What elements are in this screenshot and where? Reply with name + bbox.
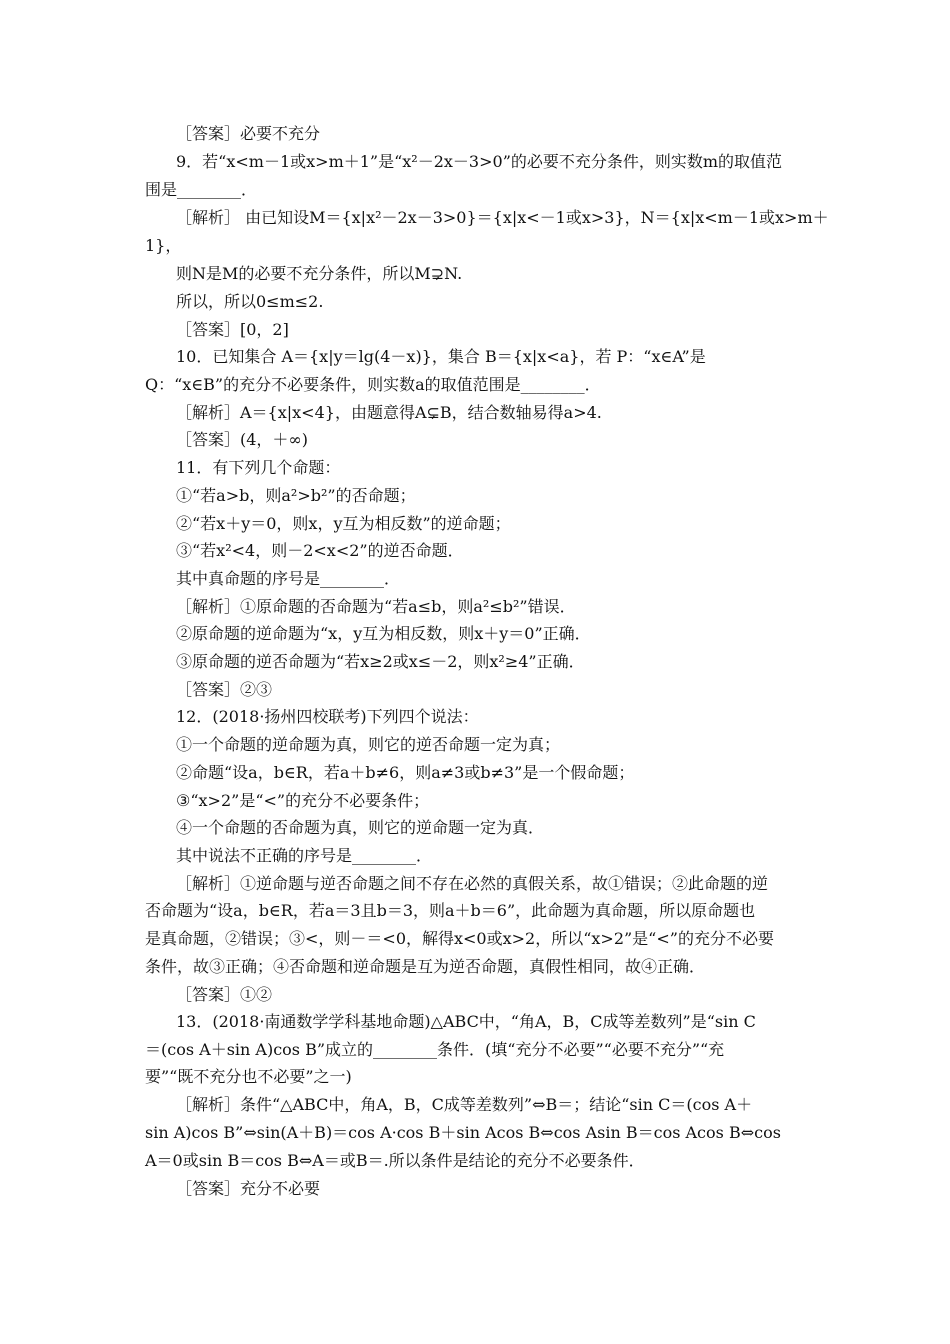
- question-10-line-2: Q：“x∈B”的充分不必要条件，则实数a的取值范围是________．: [145, 375, 601, 394]
- answer-8: ［答案］必要不充分: [176, 124, 321, 143]
- analysis-9-line-4: 所以，所以0≤m≤2.: [176, 292, 324, 311]
- question-12-item-2: ②命题“设a，b∈R，若a＋b≠6，则a≠3或b≠3”是一个假命题；: [176, 763, 635, 782]
- analysis-13-line-2: sin A)cos B”⇔sin(A＋B)＝cos A·cos B＋sin Acos B⇔cos Asin B＝cos Acos B⇔cos: [145, 1123, 781, 1142]
- analysis-13-line-1: ［解析］条件“△ABC中，角A，B，C成等差数列”⇔B＝；结论“sin C＝(cos A＋: [176, 1095, 753, 1114]
- question-9-line-1: 9．若“x<m－1或x>m＋1”是“x²－2x－3>0”的必要不充分条件，则实数m的取值范: [176, 152, 783, 171]
- analysis-10: ［解析］A＝{x|x<4}，由题意得A⊊B，结合数轴易得a>4.: [176, 403, 602, 422]
- analysis-9-line-2: 1}，: [145, 236, 182, 255]
- analysis-12-line-3: 是真命题，②错误；③<，则－＝<0，解得x<0或x>2，所以“x>2”是“<”的充分不必要: [145, 929, 774, 948]
- question-11-item-1: ①“若a>b，则a²>b²”的否命题；: [176, 486, 416, 505]
- analysis-12-line-1: ［解析］①逆命题与逆否命题之间不存在必然的真假关系，故①错误；②此命题的逆: [176, 874, 769, 893]
- analysis-12-line-2: 否命题为“设a，b∈R，若a＝3且b＝3，则a＋b＝6”，此命题为真命题，所以原命题也: [145, 901, 756, 920]
- analysis-11-line-2: ②原命题的逆命题为“x，y互为相反数，则x＋y＝0”正确．: [176, 624, 591, 643]
- analysis-11-line-3: ③原命题的逆否命题为“若x≥2或x≤－2，则x²≥4”正确．: [176, 652, 585, 671]
- question-13-line-1: 13．(2018·南通数学学科基地命题)△ABC中，“角A，B，C成等差数列”是“sin C: [176, 1012, 756, 1031]
- question-12-prompt: 其中说法不正确的序号是________．: [176, 846, 433, 865]
- question-11-stem: 11．有下列几个命题：: [176, 458, 341, 477]
- analysis-11-line-1: ［解析］①原命题的否命题为“若a≤b，则a²≤b²”错误．: [176, 597, 576, 616]
- answer-10: ［答案］(4，＋∞): [176, 430, 308, 449]
- question-10-line-1: 10．已知集合 A＝{x|y＝lg(4－x)}，集合 B＝{x|x<a}，若 P：“x∈A”是: [176, 347, 706, 366]
- answer-9: ［答案］[0，2]: [176, 320, 289, 339]
- question-12-item-4: ④一个命题的否命题为真，则它的逆命题一定为真．: [176, 818, 545, 837]
- answer-12: ［答案］①②: [176, 985, 273, 1004]
- question-12-item-3: ③“x>2”是“<”的充分不必要条件；: [176, 791, 430, 810]
- analysis-12-line-4: 条件，故③正确；④否命题和逆命题是互为逆否命题，真假性相同，故④正确．: [145, 957, 706, 976]
- answer-11: ［答案］②③: [176, 680, 273, 699]
- question-12-stem: 12．(2018·扬州四校联考)下列四个说法：: [176, 707, 479, 726]
- question-11-item-3: ③“若x²<4，则－2<x<2”的逆否命题．: [176, 541, 464, 560]
- question-13-line-3: 要”“既不充分也不必要”之一): [145, 1067, 352, 1086]
- question-11-item-2: ②“若x＋y＝0，则x，y互为相反数”的逆命题；: [176, 514, 511, 533]
- question-9-line-2: 围是________．: [145, 180, 258, 199]
- analysis-9-line-3: 则N是M的必要不充分条件，所以M⊋N.: [176, 264, 463, 283]
- question-13-line-2: ＝(cos A＋sin A)cos B”成立的________条件．(填“充分不必要”“必要不充分”“充: [145, 1040, 725, 1059]
- question-12-item-1: ①一个命题的逆命题为真，则它的逆否命题一定为真；: [176, 735, 561, 754]
- analysis-13-line-3: A＝0或sin B＝cos B⇔A＝或B＝.所以条件是结论的充分不必要条件．: [145, 1151, 645, 1170]
- question-11-prompt: 其中真命题的序号是________．: [176, 569, 401, 588]
- analysis-9-line-1: ［解析］ 由已知设M＝{x|x²－2x－3>0}＝{x|x<－1或x>3}，N＝{x|x<m－1或x>m＋: [176, 208, 829, 227]
- answer-13: ［答案］充分不必要: [176, 1179, 321, 1198]
